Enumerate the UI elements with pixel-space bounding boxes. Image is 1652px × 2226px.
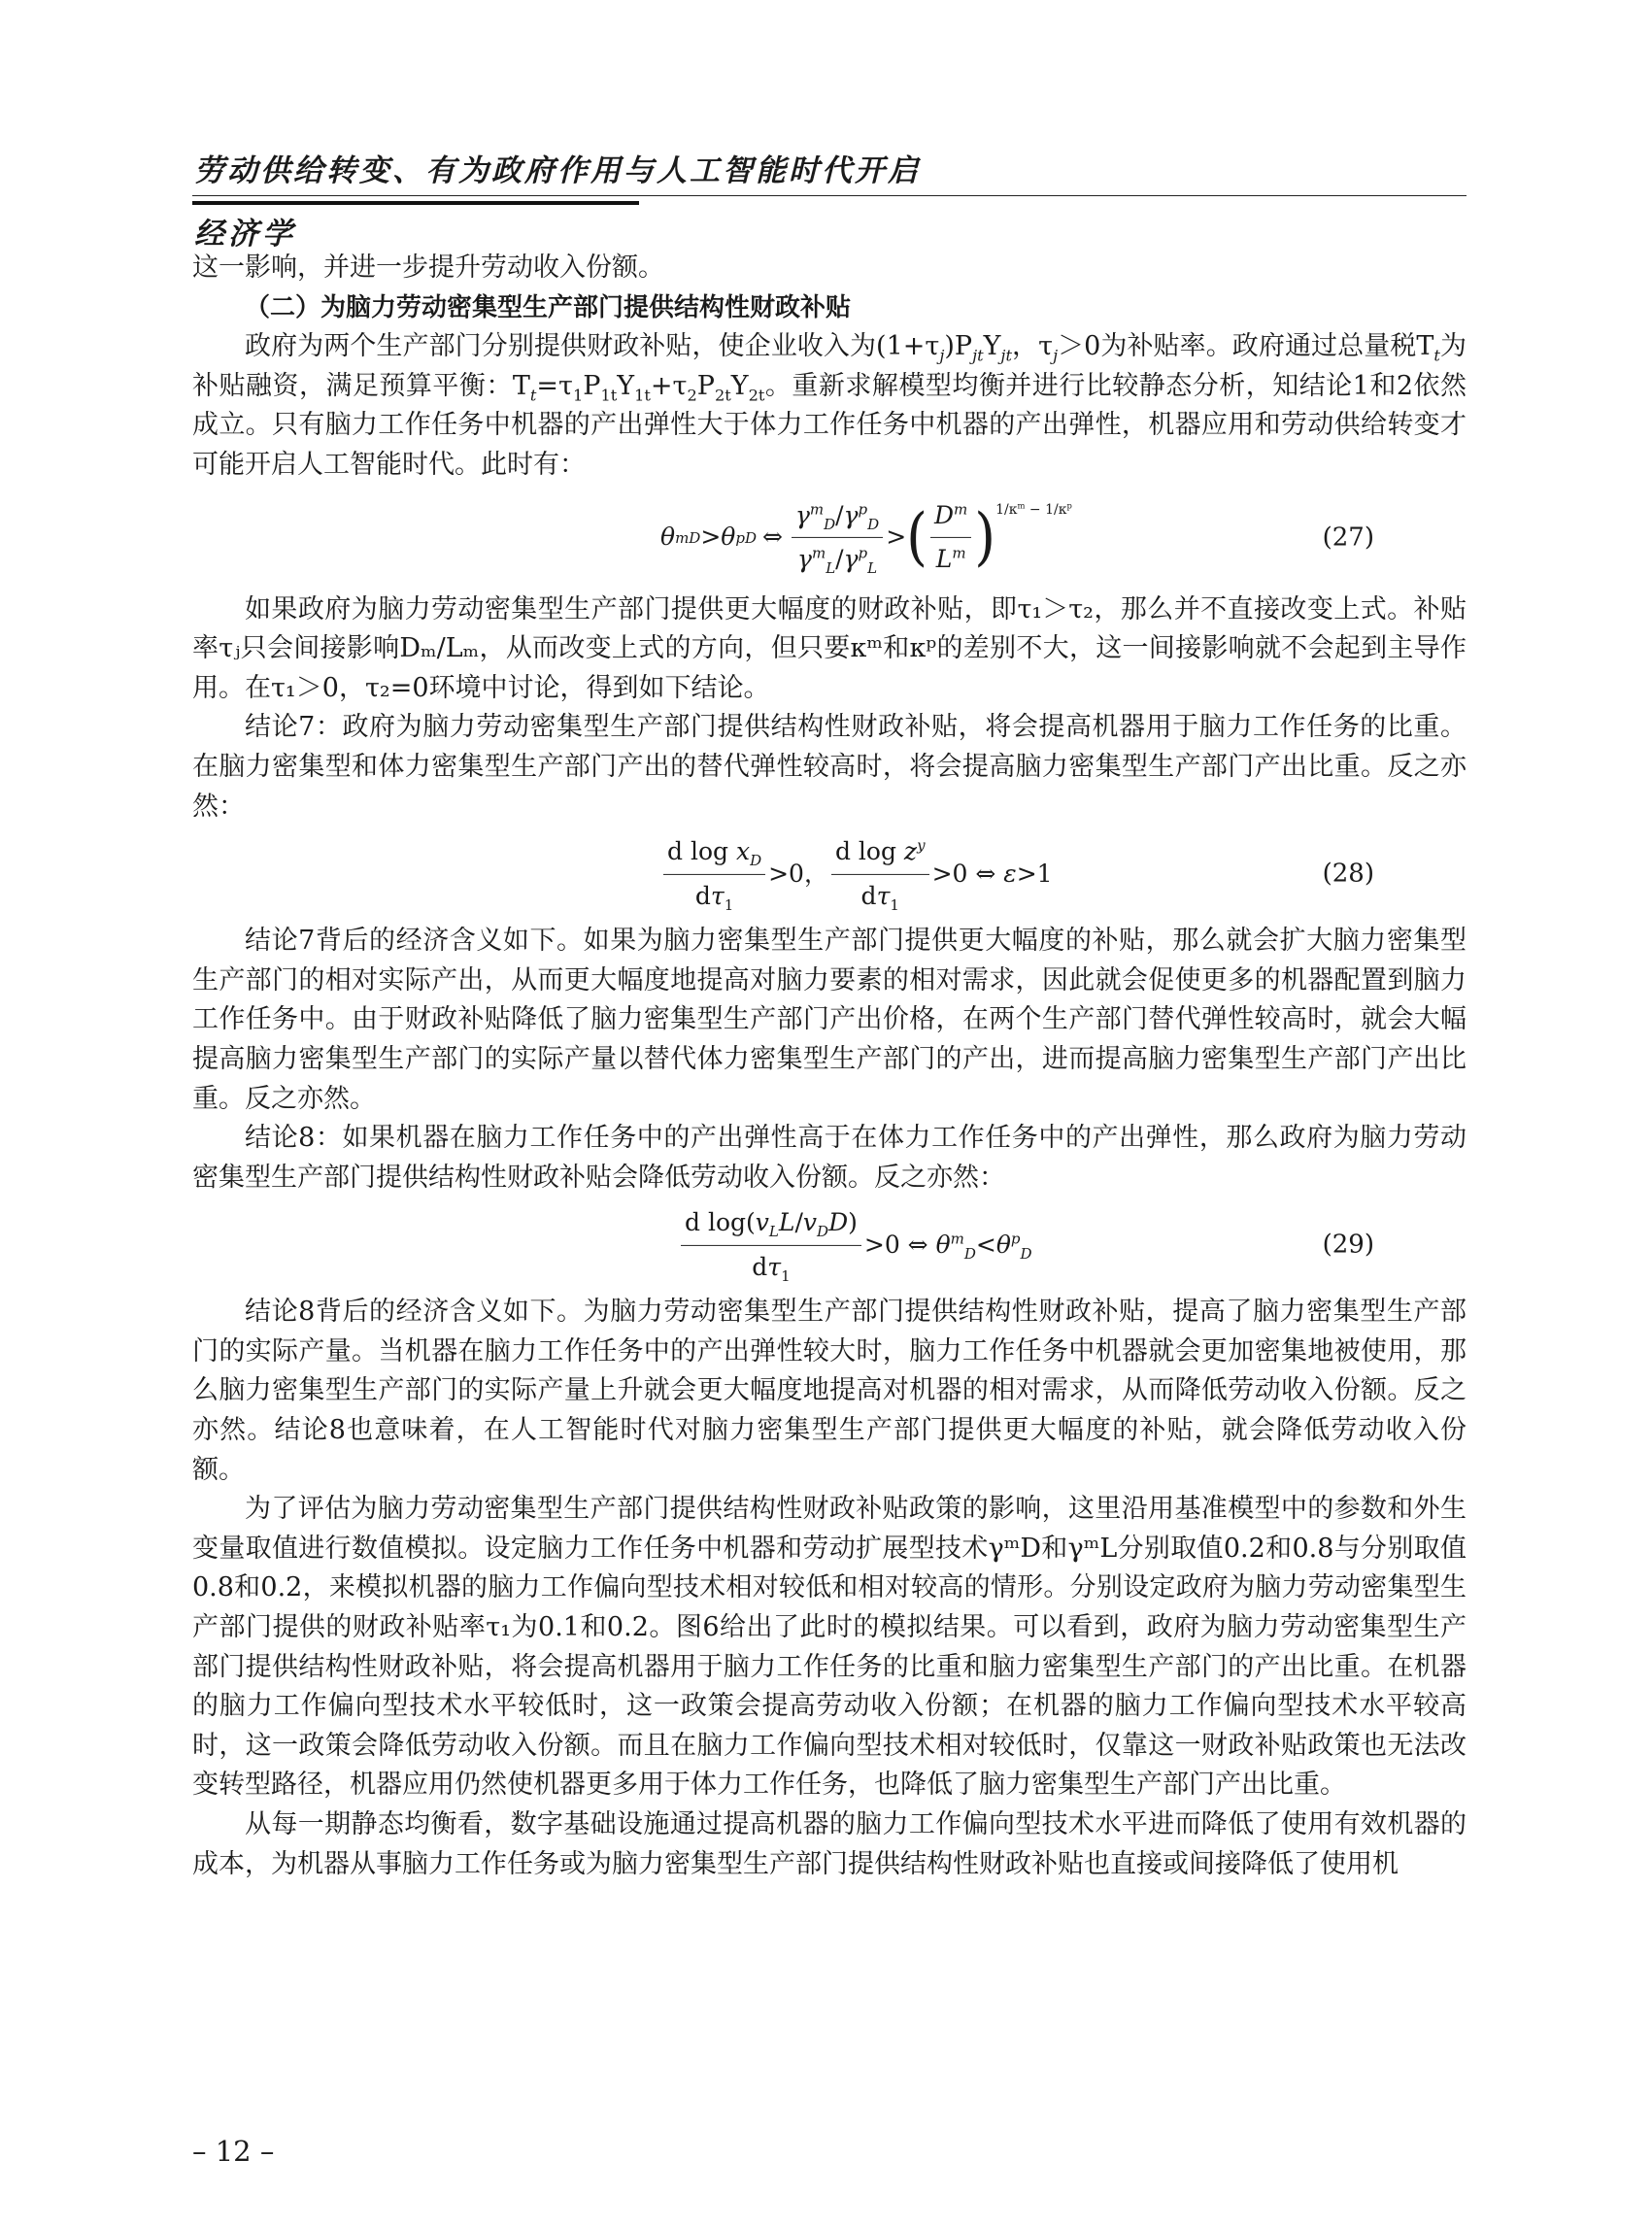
equation-number: (27) <box>1322 523 1374 553</box>
paragraph: 结论8：如果机器在脑力工作任务中的产出弹性高于在体力工作任务中的产出弹性，那么政府为脑力劳动密集型生产部门提供结构性财政补贴会降低劳动收入份额。反之亦然： <box>192 1123 1467 1193</box>
equation-28-body: $\frac{d \log x_D}{d\tau_1}$ >0， $\frac{d \log z^y}{d\tau_1}$ >0 ⇔ ε>1 <box>660 832 1053 916</box>
equation-28 <box>192 830 1467 918</box>
equation-27-body: θ m D > θ p D ⇔ $\frac{\gamma^m_D/\gamma^p_D}{\gamma^m_L/\gamma^p_L}$ > ( $\frac{D^m}{L^m}$ ) $1/\kappa^m - 1/\kappa^p$ <box>660 495 1072 579</box>
header-rule <box>192 195 1467 196</box>
paragraph: 结论8背后的经济含义如下。为脑力劳动密集型生产部门提供结构性财政补贴，提高了脑力密集型生产部门的实际产量。当机器在脑力工作任务中的产出弹性较大时，脑力工作任务中机器就会更加密集地被使用，那么脑力密集型生产部门的实际产量上升就会更大幅度地提高对机器的相对需求，从而降低劳动收入份额。反之亦然。结论8也意味着，在人工智能时代对脑力密集型生产部门提供更大幅度的补贴，就会降低劳动收入份额。 <box>192 1297 1467 1485</box>
paragraph: 为了评估为脑力劳动密集型生产部门提供结构性财政补贴政策的影响，这里沿用基准模型中的参数和外生变量取值进行数值模拟。设定脑力工作任务中机器和劳动扩展型技术γᵐD和γᵐL分别取值0.2和0.8与分别取值0.8和0.2，来模拟机器的脑力工作偏向型技术相对较低和相对较高的情形。分别设定政府为脑力劳动密集型生产部门提供的财政补贴率τ₁为0.1和0.2。图6给出了此时的模拟结果。可以看到，政府为脑力劳动密集型生产部门提供结构性财政补贴，将会提高机器用于脑力工作任务的比重和脑力密集型生产部门的产出比重。在机器的脑力工作偏向型技术水平较低时，这一政策会提高劳动收入份额；在机器的脑力工作偏向型技术水平较高时，这一政策会降低劳动收入份额。而且在脑力工作偏向型技术相对较低时，仅靠这一财政补贴政策也无法改变转型路径，机器应用仍然使机器更多用于体力工作任务，也降低了脑力密集型生产部门产出比重。 <box>192 1494 1467 1801</box>
section-label: 经济学 <box>194 217 296 252</box>
paragraph: 从每一期静态均衡看，数字基础设施通过提高机器的脑力工作偏向型技术水平进而降低了使用有效机器的成本，为机器从事脑力工作任务或为脑力密集型生产部门提供结构性财政补贴也直接或间接降低了使用机 <box>192 1809 1467 1879</box>
equation-27 <box>192 489 1467 587</box>
equation-29-body: $\frac{d \log(v_LL/v_DD)}{d\tau_1}$ >0 ⇔ $\theta^m_D<\theta^p_D$ <box>678 1203 1032 1287</box>
page-number: – 12 – <box>192 2135 275 2168</box>
paragraph: 这一影响，并进一步提升劳动收入份额。 <box>192 253 664 283</box>
paragraph: 结论7：政府为脑力劳动密集型生产部门提供结构性财政补贴，将会提高机器用于脑力工作任务的比重。在脑力密集型和体力密集型生产部门产出的替代弹性较高时，将会提高脑力密集型生产部门产出比重。反之亦然： <box>192 712 1467 822</box>
body-text <box>192 249 1467 1884</box>
paragraph: 如果政府为脑力劳动密集型生产部门提供更大幅度的财政补贴，即τ₁＞τ₂，那么并不直接改变上式。补贴率τⱼ只会间接影响Dₘ/Lₘ，从而改变上式的方向，但只要κᵐ和κᵖ的差别不大，这一间接影响就不会起到主导作用。在τ₁＞0，τ₂=0环境中讨论，得到如下结论。 <box>192 593 1467 703</box>
subheading: （二）为脑力劳动密集型生产部门提供结构性财政补贴 <box>245 292 852 322</box>
equation-number: (29) <box>1322 1230 1374 1260</box>
equation-29 <box>192 1201 1467 1289</box>
header-rule-accent <box>192 201 639 205</box>
running-title: 劳动供给转变、有为政府作用与人工智能时代开启 <box>194 153 921 188</box>
equation-number: (28) <box>1322 859 1374 889</box>
paragraph: 结论7背后的经济含义如下。如果为脑力密集型生产部门提供更大幅度的补贴，那么就会扩大脑力密集型生产部门的相对实际产出，从而更大幅度地提高对脑力要素的相对需求，因此就会促使更多的机器配置到脑力工作任务中。由于财政补贴降低了脑力密集型生产部门产出价格，在两个生产部门替代弹性较高时，就会大幅提高脑力密集型生产部门的实际产量以替代体力密集型生产部门的产出，进而提高脑力密集型生产部门产出比重。反之亦然。 <box>192 926 1467 1114</box>
paragraph: 政府为两个生产部门分别提供财政补贴，使企业收入为$(1+\tau_j)P_{jt}Y_{jt}$，$\tau_j>0$为补贴率。政府通过总量税$T_t$为补贴融资，满足预算平衡：$T_t=\tau_1P_{1t}Y_{1t}+\tau_2P_{2t}Y_{2t}$。重新求解模型均衡并进行比较静态分析，知结论1和2依然成立。只有脑力工作任务中机器的产出弹性大于体力工作任务中机器的产出弹性，机器应用和劳动供给转变才可能开启人工智能时代。此时有： <box>192 331 1467 480</box>
